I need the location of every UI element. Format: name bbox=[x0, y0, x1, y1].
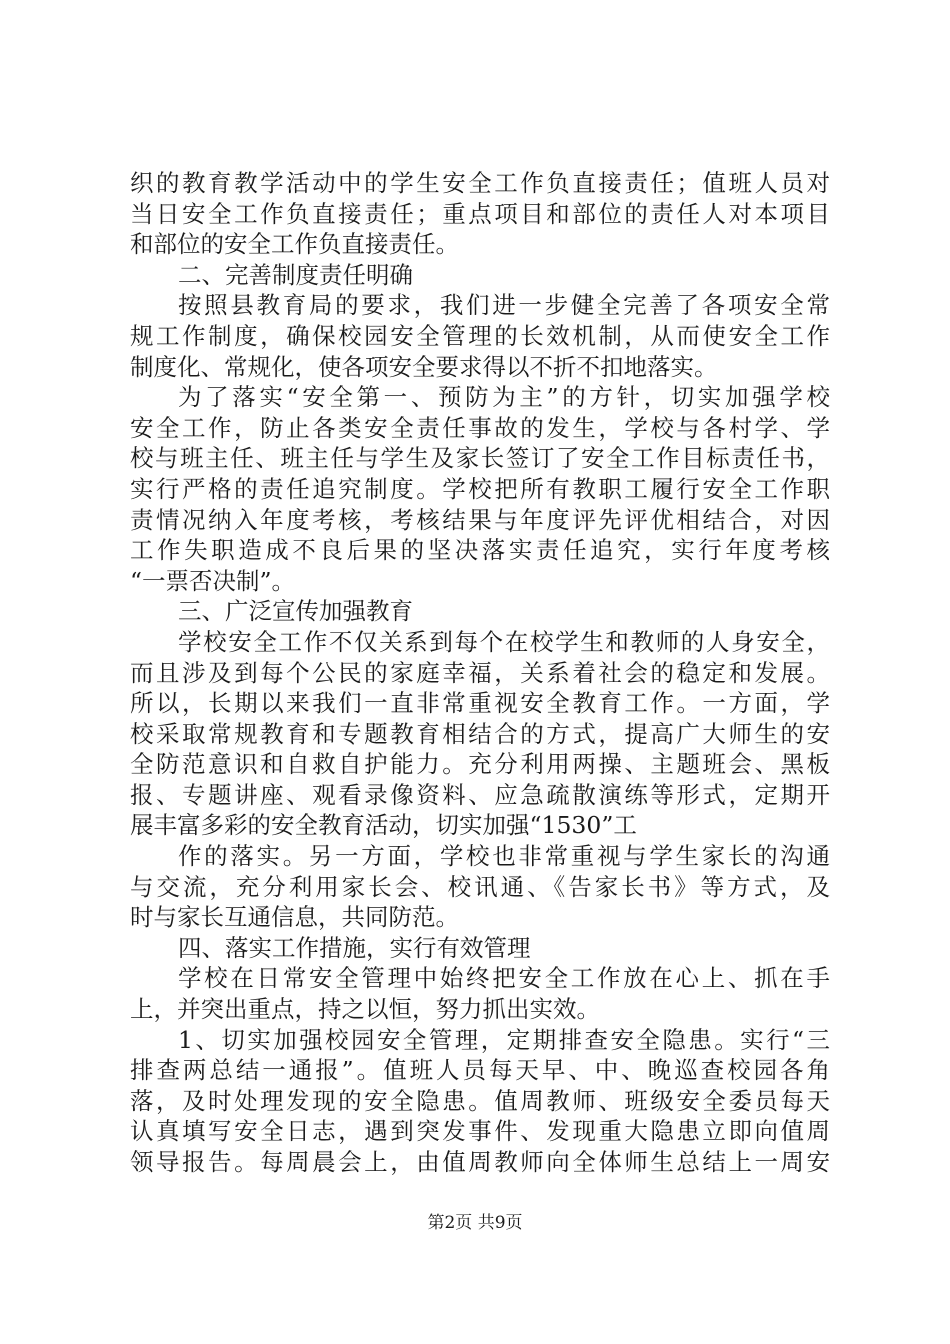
section-heading: 二、完善制度责任明确 bbox=[178, 260, 413, 289]
text-line: 织的教育教学活动中的学生安全工作负直接责任；值班人员对 bbox=[130, 169, 830, 197]
text-line: 排查两总结一通报”。值班人员每天早、中、晚巡查校园各角 bbox=[130, 1056, 830, 1085]
text-line: 当日安全工作负直接责任；重点项目和部位的责任人对本项目 bbox=[130, 199, 830, 228]
text-line: 责情况纳入年度考核，考核结果与年度评先评优相结合，对因 bbox=[130, 505, 830, 534]
text-line: 而且涉及到每个公民的家庭幸福，关系着社会的稳定和发展。 bbox=[130, 658, 830, 687]
document-body bbox=[130, 168, 830, 1178]
text-line: 时与家长互通信息，共同防范。 bbox=[130, 903, 459, 932]
section-heading: 四、落实工作措施，实行有效管理 bbox=[178, 933, 531, 962]
text-line: 学校在日常安全管理中始终把安全工作放在心上、抓在手 bbox=[178, 964, 830, 993]
text-line: 工作失职造成不良后果的坚决落实责任追究，实行年度考核 bbox=[130, 536, 830, 565]
text-line: 领导报告。每周晨会上，由值周教师向全体师生总结上一周安 bbox=[130, 1148, 830, 1176]
text-line: “一票否决制”。 bbox=[130, 566, 296, 595]
text-line: 展丰富多彩的安全教育活动，切实加强“1530”工 bbox=[130, 811, 637, 840]
text-line: 学校安全工作不仅关系到每个在校学生和教师的人身安全， bbox=[178, 627, 830, 656]
text-line: 安全工作，防止各类安全责任事故的发生，学校与各村学、学 bbox=[130, 413, 830, 442]
text-line: 按照县教育局的要求，我们进一步健全完善了各项安全常 bbox=[178, 291, 830, 320]
text-line: 为了落实“安全第一、预防为主”的方针，切实加强学校 bbox=[178, 383, 830, 412]
text-line: 报、专题讲座、观看录像资料、应急疏散演练等形式，定期开 bbox=[130, 780, 830, 809]
text-line: 实行严格的责任追究制度。学校把所有教职工履行安全工作职 bbox=[130, 474, 830, 503]
text-line: 全防范意识和自救自护能力。充分利用两操、主题班会、黑板 bbox=[130, 750, 830, 779]
text-line: 作的落实。另一方面，学校也非常重视与学生家长的沟通 bbox=[178, 842, 830, 871]
page-number-footer: 第2页 共9页 bbox=[427, 1213, 523, 1233]
text-line: 校与班主任、班主任与学生及家长签订了安全工作目标责任书， bbox=[130, 444, 830, 473]
text-line: 认真填写安全日志，遇到突发事件、发现重大隐患立即向值周 bbox=[130, 1117, 830, 1146]
text-line: 1、切实加强校园安全管理，定期排查安全隐患。实行“三 bbox=[178, 1025, 830, 1054]
text-line: 和部位的安全工作负直接责任。 bbox=[130, 230, 459, 259]
text-line: 制度化、常规化，使各项安全要求得以不折不扣地落实。 bbox=[130, 352, 718, 381]
text-line: 上，并突出重点，持之以恒，努力抓出实效。 bbox=[130, 995, 600, 1024]
section-heading: 三、广泛宣传加强教育 bbox=[178, 597, 413, 626]
text-line: 落，及时处理发现的安全隐患。值周教师、班级安全委员每天 bbox=[130, 1086, 830, 1115]
text-line: 与交流，充分利用家长会、校讯通、《告家长书》等方式，及 bbox=[130, 872, 830, 901]
text-line: 校采取常规教育和专题教育相结合的方式，提高广大师生的安 bbox=[130, 719, 830, 748]
text-line: 规工作制度，确保校园安全管理的长效机制，从而使安全工作 bbox=[130, 321, 830, 350]
text-line: 所以，长期以来我们一直非常重视安全教育工作。一方面，学 bbox=[130, 689, 830, 718]
